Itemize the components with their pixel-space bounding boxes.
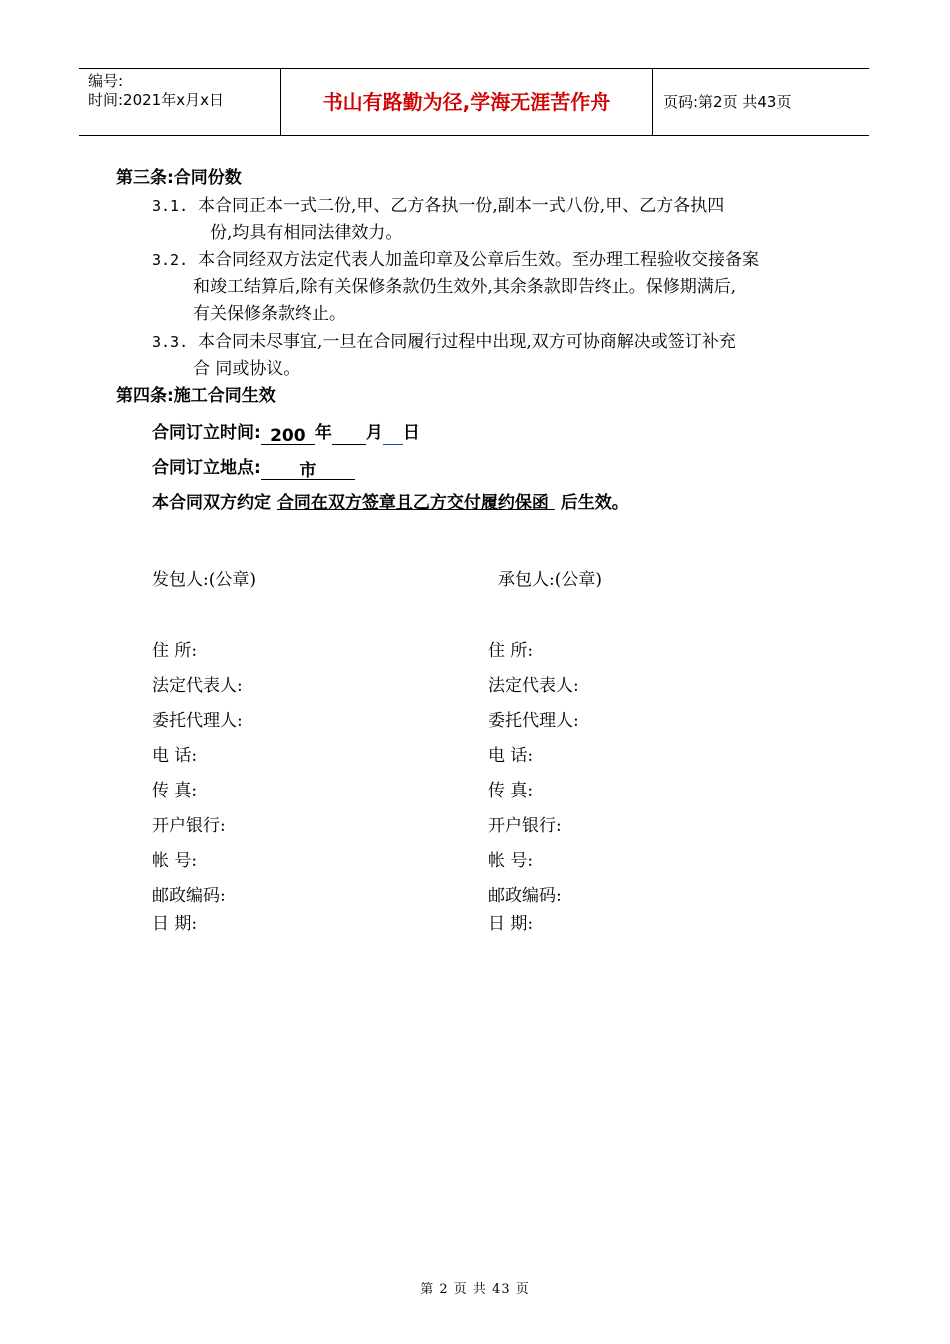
agreement-condition: 合同在双方签章且乙方交付履约保函 <box>276 493 549 513</box>
clause-3-1-text-1: 本合同正本一式二份,甲、乙方各执一份,副本一式八份,甲、乙方各执四 <box>198 196 725 216</box>
page-footer: 第 2 页 共 43 页 <box>420 1282 530 1297</box>
clause-3-3-line-2: 合 同或协议。 <box>193 359 301 379</box>
contract-day-unit: 日 <box>402 423 420 443</box>
contractor-postcode: 邮政编码: <box>488 886 562 906</box>
contractor-date: 日 期: <box>488 914 534 934</box>
clause-3-2-number: 3.2. <box>152 251 189 269</box>
contract-date-line <box>152 421 420 445</box>
employer-account: 帐 号: <box>152 851 198 871</box>
clause-3-2-line-1 <box>152 248 759 272</box>
contract-year-field[interactable]: 200 <box>261 424 315 445</box>
article-3-title: 第三条:合同份数 <box>116 168 242 188</box>
article-4-title: 第四条:施工合同生效 <box>116 386 276 406</box>
clause-3-3-line-1 <box>152 330 736 354</box>
contract-year-unit: 年 <box>314 423 332 443</box>
document-time-label: 时间:2021年x月x日 <box>88 91 224 109</box>
header-page-info: 页码:第2页 共43页 <box>663 93 792 111</box>
clause-3-3-text-1: 本合同未尽事宜,一旦在合同履行过程中出现,双方可协商解决或签订补充 <box>198 332 736 352</box>
contractor-phone: 电 话: <box>488 746 534 766</box>
page-header <box>79 68 869 136</box>
clause-3-2-line-3: 有关保修条款终止。 <box>193 304 346 324</box>
agreement-condition-pad <box>549 493 555 513</box>
employer-fax: 传 真: <box>152 781 198 801</box>
employer-postcode: 邮政编码: <box>152 886 226 906</box>
employer-title: 发包人:(公章) <box>152 570 256 590</box>
contract-place-label: 合同订立地点: <box>152 458 261 478</box>
contract-month-field[interactable] <box>332 424 366 445</box>
contractor-title: 承包人:(公章) <box>498 570 602 590</box>
agreement-prefix: 本合同双方约定 <box>152 493 271 513</box>
contract-place-field[interactable]: 市 <box>261 459 355 480</box>
clause-3-2-line-2: 和竣工结算后,除有关保修条款仍生效外,其余条款即告终止。保修期满后, <box>193 277 737 297</box>
clause-3-2-text-1: 本合同经双方法定代表人加盖印章及公章后生效。至办理工程验收交接备案 <box>198 250 759 270</box>
contractor-address: 住 所: <box>488 641 534 661</box>
agreement-suffix: 后生效。 <box>560 493 629 513</box>
contractor-fax: 传 真: <box>488 781 534 801</box>
clause-3-1-number: 3.1. <box>152 197 189 215</box>
contract-date-label: 合同订立时间: <box>152 423 261 443</box>
employer-bank: 开户银行: <box>152 816 226 836</box>
contractor-legal-rep: 法定代表人: <box>488 676 579 696</box>
header-motto: 书山有路勤为径,学海无涯苦作舟 <box>281 69 653 135</box>
clause-3-3-number: 3.3. <box>152 333 189 351</box>
contract-month-unit: 月 <box>365 423 383 443</box>
employer-agent: 委托代理人: <box>152 711 243 731</box>
employer-date: 日 期: <box>152 914 198 934</box>
employer-address: 住 所: <box>152 641 198 661</box>
header-left-cell <box>79 69 281 135</box>
clause-3-1-line-1 <box>152 194 724 218</box>
agreement-line <box>152 491 629 515</box>
contract-day-field[interactable] <box>383 424 403 445</box>
clause-3-1-line-2: 份,均具有相同法律效力。 <box>210 223 403 243</box>
document-number-label: 编号: <box>88 72 124 90</box>
employer-phone: 电 话: <box>152 746 198 766</box>
contractor-account: 帐 号: <box>488 851 534 871</box>
contractor-bank: 开户银行: <box>488 816 562 836</box>
contract-place-line <box>152 456 355 480</box>
employer-legal-rep: 法定代表人: <box>152 676 243 696</box>
contractor-agent: 委托代理人: <box>488 711 579 731</box>
